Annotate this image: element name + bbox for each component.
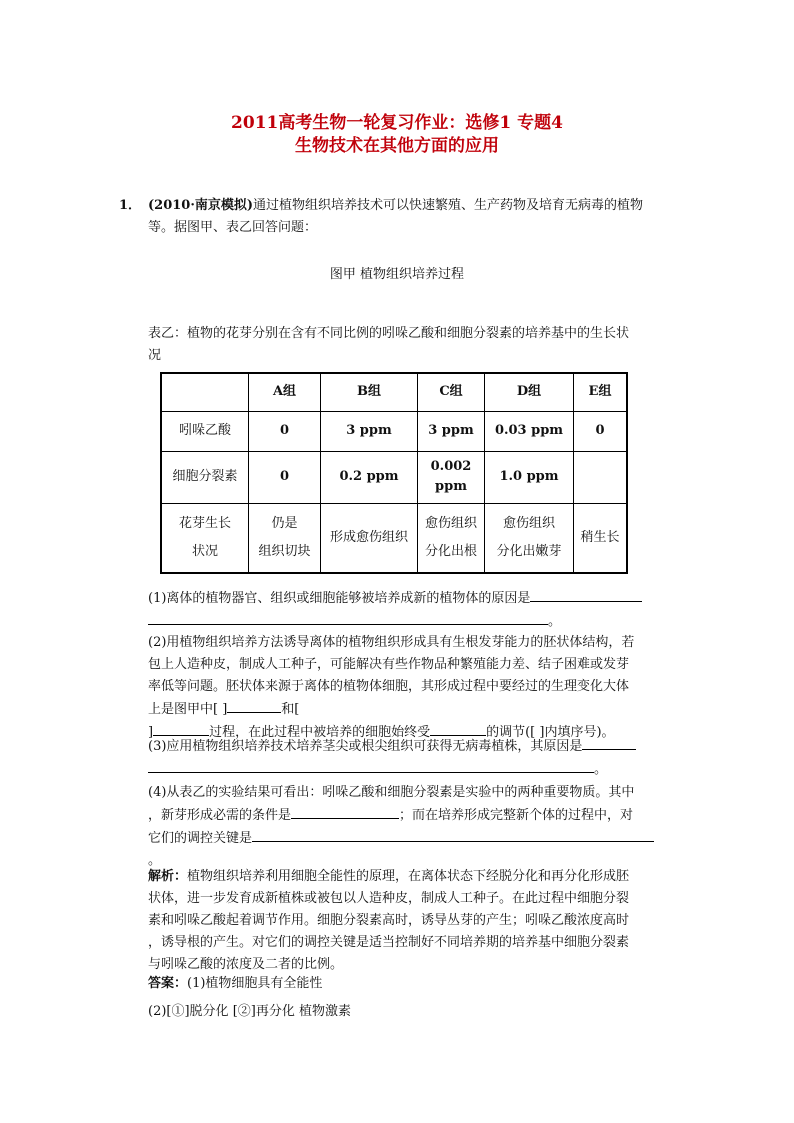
cell-line: 分化出根	[424, 543, 477, 559]
table-cell	[485, 503, 574, 573]
table-cell: 1.0 ppm	[485, 451, 574, 503]
analysis	[148, 866, 673, 976]
table-row	[161, 451, 627, 503]
page-title-line2: 生物技术在其他方面的应用	[295, 136, 499, 156]
table-cell: 形成愈伤组织	[321, 503, 418, 573]
q2-line: 包上人造种皮，制成人工种子，可能解决有些作物品种繁殖能力差、结子困难或发芽	[148, 657, 630, 672]
table-header-cell	[161, 373, 249, 411]
answer-line: (2)[①]脱分化 [②]再分化 植物激素	[148, 1004, 351, 1019]
q1-text: (1)离体的植物器官、组织或细胞能够被培养成新的植物体的原因是	[148, 591, 531, 606]
answer-blank	[252, 827, 654, 842]
q2-line: ]	[148, 725, 154, 740]
period: 。	[148, 853, 162, 868]
table-cell	[249, 503, 321, 573]
answer-blank	[148, 758, 594, 773]
answer-blank	[291, 804, 399, 819]
table-cell: 0	[249, 451, 321, 503]
table-cell	[418, 503, 485, 573]
answer-blank	[153, 721, 209, 736]
cell-line: 愈伤组织	[424, 515, 477, 531]
cell-line: 状况	[191, 543, 218, 559]
q2-line: 的调节([ ]内填序号)。	[486, 725, 615, 740]
analysis-line: 状体，进一步发育成新植株或被包以人造种皮，制成人工种子。在此过程中细胞分裂	[148, 891, 630, 906]
figure-caption: 图甲 植物组织培养过程	[329, 267, 465, 282]
question-number: 1．	[119, 198, 142, 213]
answer-blank	[430, 721, 486, 736]
q4-line: ，新芽形成必需的条件是	[148, 808, 292, 823]
answer-blank	[148, 610, 548, 625]
q4-line: 它们的调控关键是	[148, 831, 253, 846]
period: 。	[594, 762, 608, 777]
table-cell: 0	[574, 411, 628, 451]
table-cell	[418, 451, 485, 503]
table-header-row	[161, 373, 627, 411]
answer-blank	[530, 587, 642, 602]
answer-label: 答案：	[148, 976, 188, 991]
cell-line: ppm	[435, 479, 467, 494]
stem-line1: 通过植物组织培养技术可以快速繁殖、生产药物及培育无病毒的植物	[253, 198, 644, 213]
question-stem	[148, 195, 673, 239]
table-caption	[148, 323, 673, 367]
question-source: (2010·南京模拟)	[148, 198, 254, 213]
table-caption-line1: 表乙：植物的花芽分别在含有不同比例的吲哚乙酸和细胞分裂素的培养基中的生长状	[148, 326, 630, 341]
table-cell: 3 ppm	[321, 411, 418, 451]
cell-line: 仍是	[271, 515, 298, 531]
answer	[148, 973, 673, 1023]
table-header-cell: D组	[485, 373, 574, 411]
q3-text: (3)应用植物组织培养技术培养茎尖或根尖组织可获得无病毒植株，其原因是	[148, 739, 583, 754]
table-header-cell: B组	[321, 373, 418, 411]
table-cell: 3 ppm	[418, 411, 485, 451]
cell-line: 分化出嫩芽	[496, 543, 562, 559]
answer-blank	[227, 698, 281, 713]
table-header-cell: E组	[574, 373, 628, 411]
table-header-cell: C组	[418, 373, 485, 411]
q2-line: 和[	[281, 702, 300, 717]
q4-line: ；而在培养形成完整新个体的过程中，对	[399, 808, 634, 823]
cell-line: 0.002	[430, 459, 472, 474]
table-header-cell: A组	[249, 373, 321, 411]
subquestion-4	[148, 782, 673, 872]
q2-line: 上是图甲中[ ]	[148, 702, 228, 717]
q2-line: 率低等问题。胚状体来源于离体的植物体细胞，其形成过程中要经过的生理变化大体	[148, 679, 630, 694]
q4-line: (4)从表乙的实验结果可看出：吲哚乙酸和细胞分裂素是实验中的两种重要物质。其中	[148, 785, 635, 800]
table-cell: 0.2 ppm	[321, 451, 418, 503]
row-label: 细胞分裂素	[161, 451, 249, 503]
row-label	[161, 503, 249, 573]
period: 。	[548, 614, 562, 629]
stem-line2: 等。据图甲、表乙回答问题：	[148, 220, 318, 235]
subquestion-3	[148, 735, 673, 781]
cell-line: 花芽生长	[178, 515, 231, 531]
q2-line: 过程，在此过程中被培养的细胞始终受	[209, 725, 431, 740]
analysis-line: 植物组织培养利用细胞全能性的原理，在离体状态下经脱分化和再分化形成胚	[187, 869, 630, 884]
table-cell: 稍生长	[574, 503, 628, 573]
table-row	[161, 411, 627, 451]
cell-line: 愈伤组织	[502, 515, 555, 531]
analysis-line: 素和吲哚乙酸起着调节作用。细胞分裂素高时，诱导丛芽的产生；吲哚乙酸浓度高时	[148, 913, 630, 928]
table-cell: 0.03 ppm	[485, 411, 574, 451]
cell-line: 组织切块	[258, 543, 311, 559]
answer-line: (1)植物细胞具有全能性	[187, 976, 323, 991]
table-cell: 0	[249, 411, 321, 451]
table-cell	[574, 451, 628, 503]
subquestion-1	[148, 587, 673, 633]
answer-blank	[582, 735, 636, 750]
page-title-line1: 2011高考生物一轮复习作业：选修1 专题4	[231, 113, 563, 133]
table-caption-line2: 况	[148, 348, 162, 363]
table-row	[161, 503, 627, 573]
analysis-line: 与吲哚乙酸的浓度及二者的比例。	[148, 957, 344, 972]
q2-line: (2)用植物组织培养方法诱导离体的植物组织形成具有生根发芽能力的胚状体结构，若	[148, 635, 635, 650]
analysis-line: ，诱导根的产生。对它们的调控关键是适当控制好不同培养期的培养基中细胞分裂素	[148, 935, 630, 950]
analysis-label: 解析：	[148, 869, 188, 884]
growth-table	[160, 372, 628, 574]
subquestion-2	[148, 632, 673, 744]
row-label: 吲哚乙酸	[161, 411, 249, 451]
